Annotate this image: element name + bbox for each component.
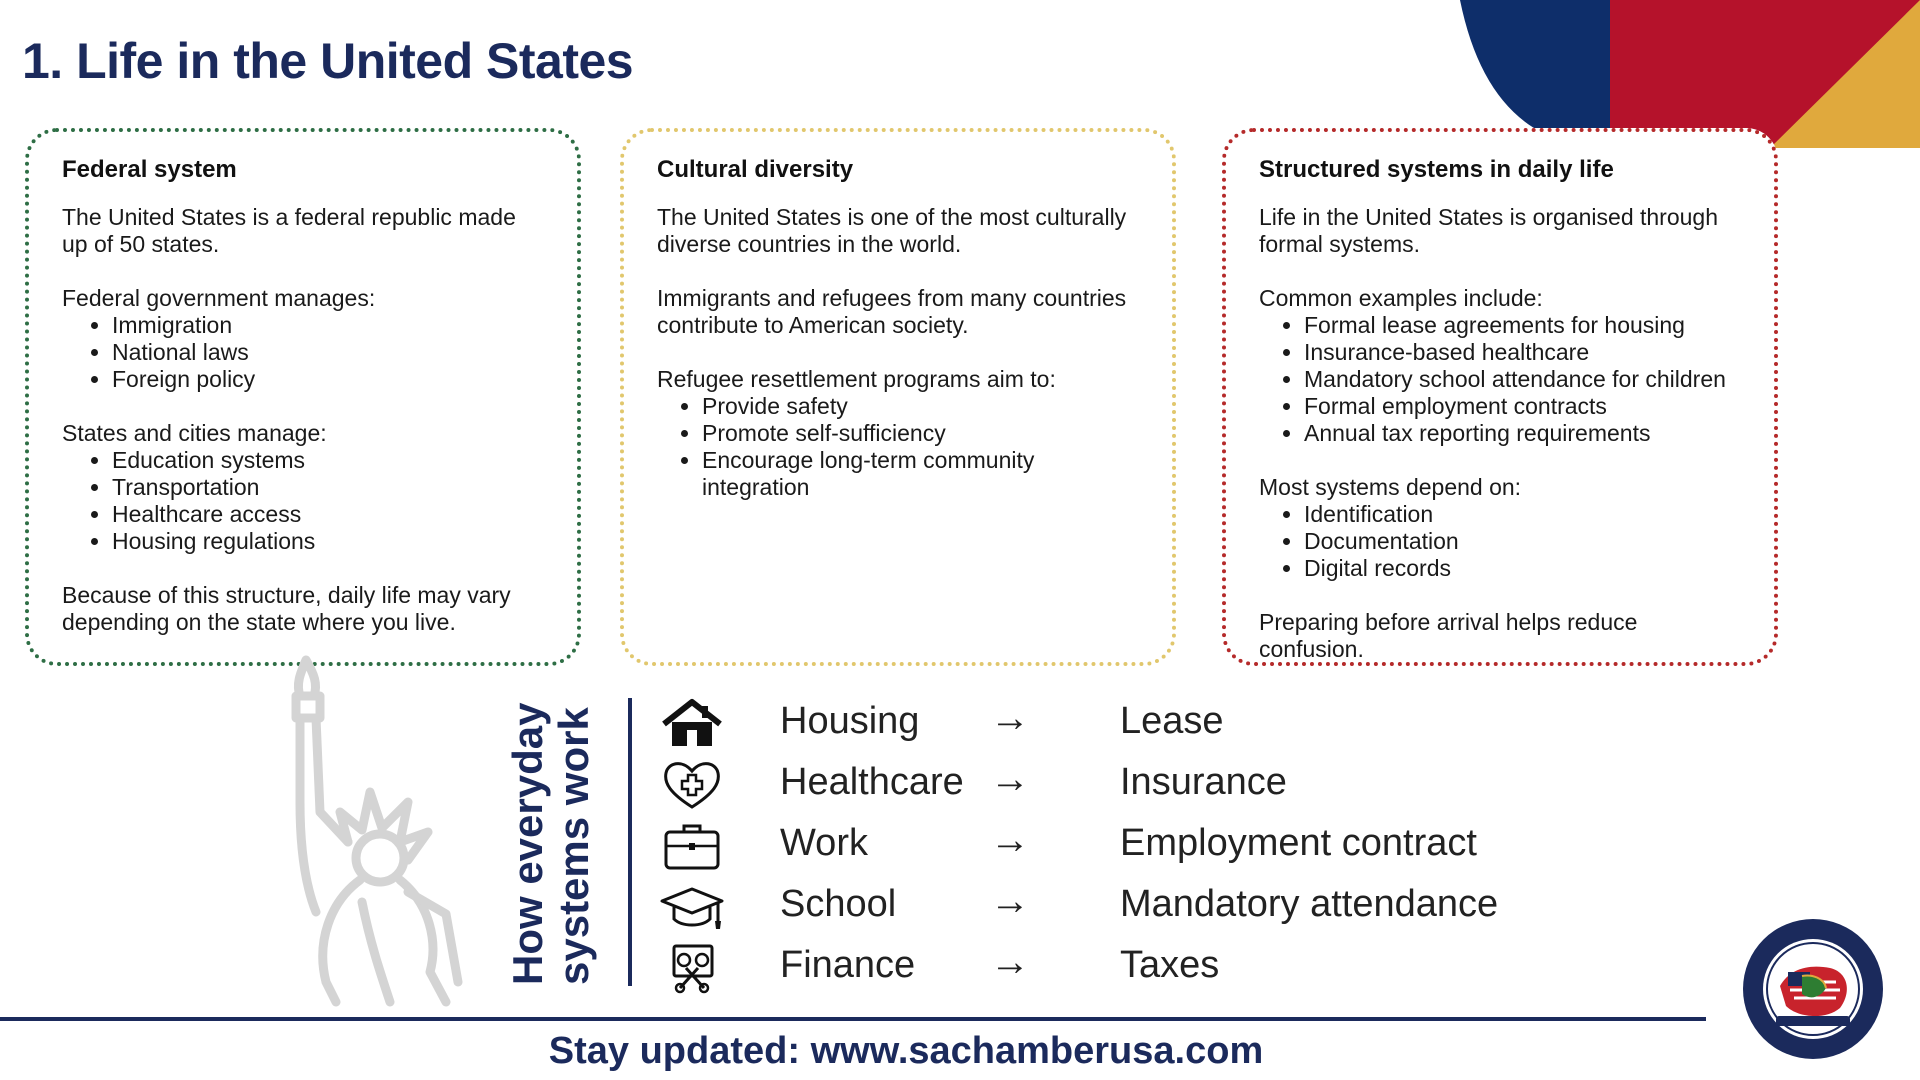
list-item: • Mandatory school attendance for children bbox=[1304, 366, 1744, 393]
card-closing-line: depending on the state where you live. bbox=[62, 609, 456, 635]
list-item: • Foreign policy bbox=[112, 366, 547, 393]
group-label: Refugee resettlement programs aim to: bbox=[657, 366, 1056, 392]
bullet-list bbox=[62, 312, 547, 393]
card-intro-line: diverse countries in the world. bbox=[657, 231, 962, 257]
list-item: • Immigration bbox=[112, 312, 547, 339]
corner-decoration bbox=[1460, 0, 1920, 148]
card-intro-line: Life in the United States is organised through bbox=[1259, 204, 1719, 230]
list-item: • Encourage long-term community integration bbox=[702, 447, 1142, 501]
system-row-housing bbox=[660, 694, 1560, 750]
system-row-school bbox=[660, 877, 1560, 933]
system-value: Lease bbox=[1120, 700, 1224, 742]
system-label: School bbox=[780, 883, 897, 925]
system-label: Healthcare bbox=[780, 761, 964, 803]
system-label: Work bbox=[780, 822, 868, 864]
list-item: • Transportation bbox=[112, 474, 547, 501]
group-label: Most systems depend on: bbox=[1259, 474, 1522, 500]
group-label: Federal government manages: bbox=[62, 285, 376, 311]
arrow-icon: → bbox=[990, 879, 1030, 923]
list-item: • Formal lease agreements for housing bbox=[1304, 312, 1744, 339]
chamber-seal-logo bbox=[1740, 916, 1886, 1062]
systems-title-line: How everyday bbox=[504, 702, 551, 985]
systems-title-line: systems work bbox=[550, 707, 597, 985]
list-item: • Annual tax reporting requirements bbox=[1304, 420, 1744, 447]
card-intro-line: The United States is one of the most culturally bbox=[657, 204, 1127, 230]
arrow-icon: → bbox=[990, 696, 1030, 740]
list-item: • Provide safety bbox=[702, 393, 1142, 420]
list-item: • Identification bbox=[1304, 501, 1744, 528]
list-item: • Formal employment contracts bbox=[1304, 393, 1744, 420]
system-row-work bbox=[660, 816, 1560, 872]
card-heading: Federal system bbox=[62, 156, 237, 183]
system-row-finance bbox=[660, 938, 1560, 994]
arrow-icon: → bbox=[990, 940, 1030, 984]
systems-section-title bbox=[505, 703, 597, 985]
list-item: • Housing regulations bbox=[112, 528, 547, 555]
briefcase-icon bbox=[660, 820, 724, 872]
heart-plus-icon bbox=[660, 759, 724, 811]
page-title: 1. Life in the United States bbox=[22, 33, 634, 89]
card-intro-line: up of 50 states. bbox=[62, 231, 220, 257]
graduation-cap-icon bbox=[660, 881, 724, 933]
card-cultural-diversity bbox=[620, 128, 1176, 666]
house-icon bbox=[660, 698, 724, 750]
bullet-list bbox=[62, 447, 547, 555]
list-item: • National laws bbox=[112, 339, 547, 366]
systems-divider bbox=[628, 698, 632, 986]
list-item: • Documentation bbox=[1304, 528, 1744, 555]
group-label: Common examples include: bbox=[1259, 285, 1543, 311]
list-item: • Digital records bbox=[1304, 555, 1744, 582]
arrow-icon: → bbox=[990, 818, 1030, 862]
bullet-list bbox=[1259, 312, 1744, 447]
list-item: • Insurance-based healthcare bbox=[1304, 339, 1744, 366]
footer-link[interactable]: Stay updated: www.sachamberusa.com bbox=[548, 1030, 1264, 1072]
card-federal-system bbox=[25, 128, 581, 666]
bullet-list bbox=[1259, 501, 1744, 582]
card-intro-line: formal systems. bbox=[1259, 231, 1421, 257]
system-label: Housing bbox=[780, 700, 920, 742]
tax-money-icon bbox=[660, 942, 724, 994]
card-closing-line: Because of this structure, daily life may vary bbox=[62, 582, 511, 608]
footer-divider bbox=[0, 1017, 1706, 1021]
bullet-list bbox=[657, 393, 1142, 501]
system-value: Employment contract bbox=[1120, 822, 1477, 864]
arrow-icon: → bbox=[990, 757, 1030, 801]
card-paragraph-line: contribute to American society. bbox=[657, 312, 969, 338]
list-item: • Healthcare access bbox=[112, 501, 547, 528]
card-paragraph-line: Immigrants and refugees from many countries bbox=[657, 285, 1127, 311]
card-intro-line: The United States is a federal republic made bbox=[62, 204, 516, 230]
card-heading: Structured systems in daily life bbox=[1259, 156, 1614, 183]
card-structured-systems bbox=[1222, 128, 1778, 666]
system-value: Taxes bbox=[1120, 944, 1220, 986]
group-label: States and cities manage: bbox=[62, 420, 327, 446]
list-item: • Promote self-sufficiency bbox=[702, 420, 1142, 447]
system-value: Mandatory attendance bbox=[1120, 883, 1499, 925]
card-heading: Cultural diversity bbox=[657, 156, 854, 183]
statue-of-liberty-icon bbox=[270, 652, 500, 1012]
system-label: Finance bbox=[780, 944, 916, 986]
card-closing-line: Preparing before arrival helps reduce confusion. bbox=[1259, 609, 1638, 662]
system-value: Insurance bbox=[1120, 761, 1287, 803]
system-row-healthcare bbox=[660, 755, 1560, 811]
list-item: • Education systems bbox=[112, 447, 547, 474]
